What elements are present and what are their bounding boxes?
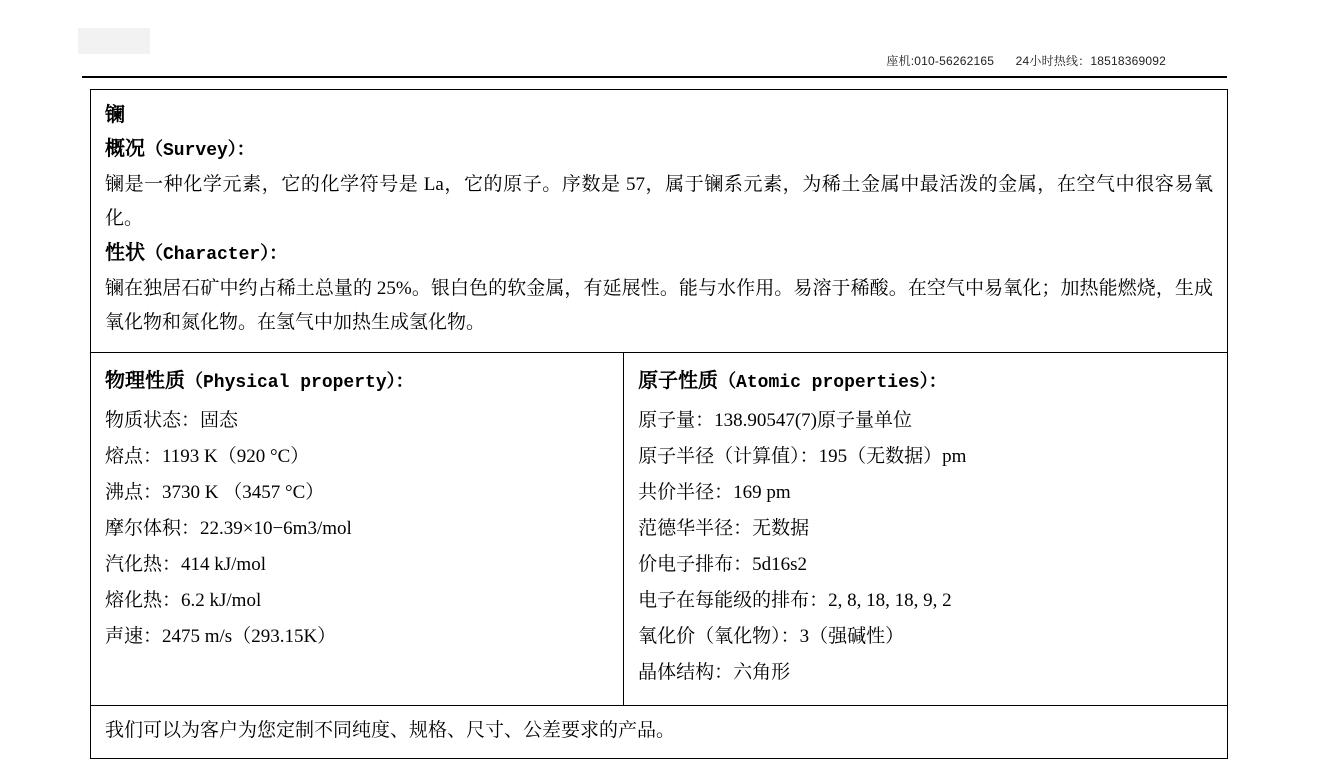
properties-section: [91, 353, 1227, 706]
list-item: 摩尔体积：22.39×10−6m3/mol: [105, 518, 352, 539]
physical-heading-cn: 物理性质: [105, 370, 185, 392]
list-item: 原子量：138.90547(7)原子量单位: [638, 410, 912, 431]
survey-heading-en: （Survey）：: [145, 141, 255, 161]
character-text: 镧在独居石矿中约占稀土总量的 25%。银白色的软金属，有延展性。能与水作用。易溶于稀酸。在空气中易氧化；加热能燃烧，生成氧化物和氮化物。在氢气中加热生成氢化物。: [105, 278, 1213, 333]
survey-heading-cn: 概况: [105, 138, 145, 160]
header-contact-info: [886, 52, 1166, 69]
character-heading-cn: 性状: [105, 242, 145, 264]
character-heading: [105, 236, 1213, 272]
header-hotline: 24小时热线：18518369092: [1015, 54, 1166, 68]
list-item: 共价半径：169 pm: [638, 482, 791, 503]
list-item: 熔点：1193 K（920 °C）: [105, 446, 310, 467]
list-item: 声速：2475 m/s（293.15K）: [105, 626, 337, 647]
list-item: 汽化热：414 kJ/mol: [105, 554, 266, 575]
list-item: 范德华半径：无数据: [638, 518, 810, 539]
list-item: 电子在每能级的排布：2, 8, 18, 18, 9, 2: [638, 590, 952, 611]
company-logo: [78, 28, 150, 54]
element-name: 镧: [105, 104, 125, 126]
element-info-table: [90, 89, 1228, 759]
list-item: 原子半径（计算值）：195（无数据）pm: [638, 446, 967, 467]
footer-note-section: [91, 706, 1227, 758]
atomic-heading-en: （Atomic properties）：: [718, 373, 947, 393]
list-item: 价电子排布：5d16s2: [638, 554, 807, 575]
character-heading-en: （Character）：: [145, 245, 288, 265]
header-phone: 座机:010-56262165: [886, 54, 995, 68]
list-item: 氧化价（氧化物）：3（强碱性）: [638, 626, 905, 647]
survey-section: [91, 90, 1227, 353]
list-item: 沸点：3730 K （3457 °C）: [105, 482, 325, 503]
atomic-heading-cn: 原子性质: [638, 370, 719, 392]
physical-heading-en: （Physical property）：: [185, 373, 414, 393]
physical-heading: [105, 363, 609, 401]
list-item: 熔化热：6.2 kJ/mol: [105, 590, 262, 611]
header-divider: [82, 76, 1227, 78]
footer-note: 我们可以为客户为您定制不同纯度、规格、尺寸、公差要求的产品。: [105, 720, 676, 741]
survey-text: 镧是一种化学元素，它的化学符号是 La，它的原子。序数是 57，属于镧系元素，为稀土金属中最活泼的金属，在空气中很容易氧化。: [105, 174, 1213, 229]
page-header: [0, 0, 1322, 78]
atomic-heading: [638, 363, 1213, 401]
physical-property-column: [91, 353, 624, 705]
survey-heading: [105, 132, 1213, 168]
atomic-property-column: [624, 353, 1227, 705]
list-item: 晶体结构：六角形: [638, 662, 791, 683]
list-item: 物质状态：固态: [105, 410, 239, 431]
